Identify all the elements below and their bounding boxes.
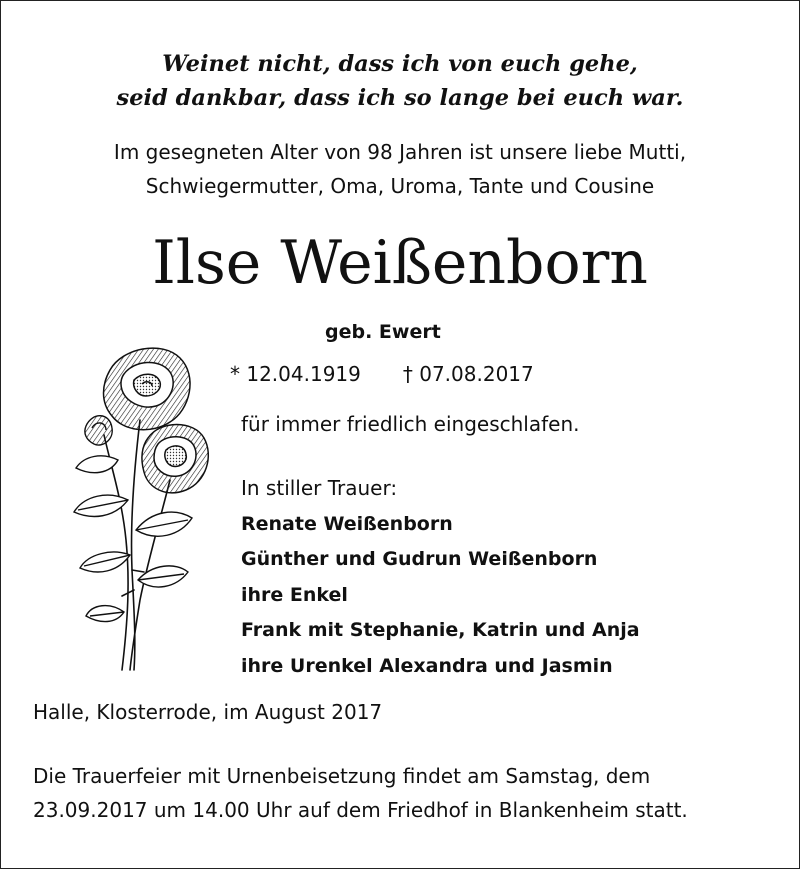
service-line-2: 23.09.2017 um 14.00 Uhr auf dem Friedhof in Blankenheim statt. [33,798,688,822]
motto [0,47,800,115]
place-date: Halle, Klosterrode, im August 2017 [33,700,383,724]
rose-drawing-icon [52,340,222,675]
birth-date: * 12.04.1919 [230,362,361,386]
intro-text [0,135,800,203]
mourner-name: Günther und Gudrun Weißenborn [241,548,598,570]
asleep-text: für immer friedlich eingeschlafen. [241,412,580,436]
intro-line-1: Im gesegneten Alter von 98 Jahren ist unsere liebe Mutti, [113,140,687,164]
born-name: geb. Ewert [325,321,441,343]
mourners-block [241,471,640,684]
service-line-1: Die Trauerfeier mit Urnenbeisetzung findet am Samstag, dem [33,764,651,788]
mourner-name: Frank mit Stephanie, Katrin und Anja [241,619,640,641]
motto-line-1: Weinet nicht, dass ich von euch gehe, [162,51,638,77]
motto-line-2: seid dankbar, dass ich so lange bei euch war. [116,85,684,111]
intro-line-2: Schwiegermutter, Oma, Uroma, Tante und Cousine [145,174,655,198]
life-dates [230,360,534,388]
death-date: † 07.08.2017 [402,362,534,386]
mourner-name: ihre Urenkel Alexandra und Jasmin [241,654,613,677]
mourner-name: ihre Enkel [241,583,348,606]
deceased-name: Ilse Weißenborn [152,228,648,298]
service-info [33,759,688,827]
mourners-label: In stiller Trauer: [241,476,398,500]
mourner-name: Renate Weißenborn [241,512,453,535]
